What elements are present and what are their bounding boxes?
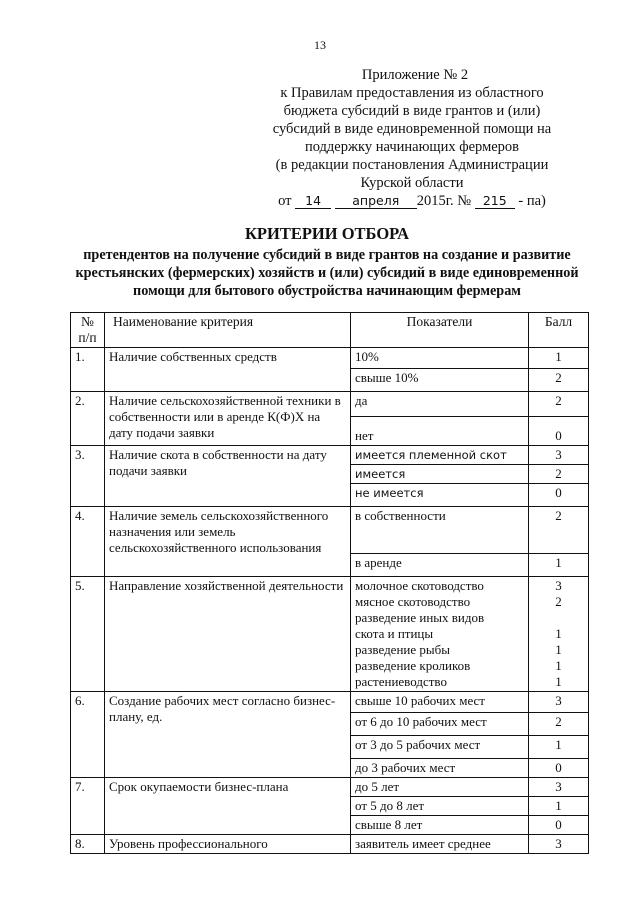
criterion-name: Создание рабочих мест согласно бизнес-плану, ед. bbox=[105, 692, 351, 778]
score-cell: 2 bbox=[529, 507, 589, 554]
table-row bbox=[71, 392, 589, 417]
indicator-cell: от 6 до 10 рабочих мест bbox=[351, 713, 529, 736]
indicator-line: молочное скотоводство bbox=[355, 578, 484, 593]
indicator-cell: в аренде bbox=[351, 554, 529, 577]
row-num: 8. bbox=[71, 835, 105, 854]
header-indicators: Показатели bbox=[351, 313, 529, 348]
indicator-cell: свыше 8 лет bbox=[351, 816, 529, 835]
table-header-row bbox=[71, 313, 589, 348]
criterion-name: Наличие скота в собственности на дату подачи заявки bbox=[105, 446, 351, 507]
indicator-line: растениеводство bbox=[355, 674, 447, 689]
criterion-name: Срок окупаемости бизнес-плана bbox=[105, 778, 351, 835]
score-cell: 1 bbox=[529, 348, 589, 369]
indicator-cell: нет bbox=[351, 417, 529, 446]
score-cell: 0 bbox=[529, 816, 589, 835]
score-cell: 0 bbox=[529, 484, 589, 507]
appendix-line: к Правилам предоставления из областного bbox=[280, 85, 544, 101]
header-score: Балл bbox=[529, 313, 589, 348]
score-line: 3 bbox=[555, 578, 562, 593]
date-year: 2015г. № bbox=[416, 193, 472, 209]
appendix-line: бюджета субсидий в виде грантов и (или) bbox=[283, 103, 541, 119]
indicator-cell: в собственности bbox=[351, 507, 529, 554]
criteria-heading bbox=[60, 224, 594, 300]
appendix-date-line bbox=[262, 192, 562, 210]
number-suffix: - па) bbox=[518, 193, 546, 209]
indicator-cell: свыше 10 рабочих мест bbox=[351, 692, 529, 713]
criterion-name: Наличие земель сельскохозяйственного назначения или земель сельскохозяйственного использования bbox=[105, 507, 351, 577]
criteria-title: КРИТЕРИИ ОТБОРА bbox=[244, 224, 410, 243]
appendix-line: субсидий в виде единовременной помощи на bbox=[272, 121, 552, 137]
table-row bbox=[71, 778, 589, 797]
score-line: 1 bbox=[555, 626, 562, 641]
indicator-cell: свыше 10% bbox=[351, 369, 529, 392]
score-line: 1 bbox=[555, 658, 562, 673]
score-line: 1 bbox=[555, 642, 562, 657]
date-day: 14 bbox=[295, 194, 331, 209]
score-cell: 0 bbox=[529, 759, 589, 778]
score-cell: 3 bbox=[529, 692, 589, 713]
table-row bbox=[71, 507, 589, 554]
score-cell: 1 bbox=[529, 797, 589, 816]
date-prefix: от bbox=[278, 193, 292, 209]
page-number: 13 bbox=[314, 38, 326, 52]
appendix-title: Приложение № 2 bbox=[361, 67, 469, 83]
indicator-cell: заявитель имеет среднее bbox=[351, 835, 529, 854]
score-cell: 1 bbox=[529, 554, 589, 577]
score-cell: 3 bbox=[529, 446, 589, 465]
criterion-name: Наличие собственных средств bbox=[105, 348, 351, 392]
row-num: 2. bbox=[71, 392, 105, 446]
score-list bbox=[529, 577, 589, 692]
score-cell: 2 bbox=[529, 465, 589, 484]
score-cell: 3 bbox=[529, 778, 589, 797]
indicator-cell: 10% bbox=[351, 348, 529, 369]
score-cell: 2 bbox=[529, 392, 589, 417]
criterion-name: Уровень профессионального bbox=[105, 835, 351, 854]
resolution-number: 215 bbox=[475, 194, 515, 209]
score-line: 2 bbox=[555, 594, 562, 609]
appendix-block bbox=[262, 66, 562, 210]
appendix-line: Курской области bbox=[360, 175, 464, 191]
criterion-name: Направление хозяйственной деятельности bbox=[105, 577, 351, 692]
table-row bbox=[71, 446, 589, 465]
table-row bbox=[71, 835, 589, 854]
score-cell: 1 bbox=[529, 736, 589, 759]
indicator-cell: от 5 до 8 лет bbox=[351, 797, 529, 816]
row-num: 1. bbox=[71, 348, 105, 392]
criteria-table bbox=[70, 312, 589, 854]
row-num: 3. bbox=[71, 446, 105, 507]
indicator-cell: да bbox=[351, 392, 529, 417]
score-line bbox=[533, 610, 584, 626]
indicator-list bbox=[351, 577, 529, 692]
score-line: 1 bbox=[555, 674, 562, 689]
row-num: 4. bbox=[71, 507, 105, 577]
table-row bbox=[71, 348, 589, 369]
indicator-cell: до 5 лет bbox=[351, 778, 529, 797]
indicator-line: разведение иных видов bbox=[355, 610, 485, 625]
row-num: 5. bbox=[71, 577, 105, 692]
score-cell: 2 bbox=[529, 369, 589, 392]
appendix-line: поддержку начинающих фермеров bbox=[304, 139, 520, 155]
header-num: № п/п bbox=[71, 313, 105, 348]
appendix-line: (в редакции постановления Администрации bbox=[275, 157, 549, 173]
date-month: апреля bbox=[335, 194, 417, 209]
indicator-line: скота и птицы bbox=[355, 626, 434, 641]
indicator-line: мясное скотоводство bbox=[355, 594, 471, 609]
score-cell: 0 bbox=[529, 417, 589, 446]
indicator-cell: имеется bbox=[351, 465, 529, 484]
row-num: 6. bbox=[71, 692, 105, 778]
indicator-cell: не имеется bbox=[351, 484, 529, 507]
indicator-cell: имеется племенной скот bbox=[351, 446, 529, 465]
header-name: Наименование критерия bbox=[105, 313, 351, 348]
score-cell: 3 bbox=[529, 835, 589, 854]
row-num: 7. bbox=[71, 778, 105, 835]
indicator-line: разведение кроликов bbox=[355, 658, 471, 673]
indicator-cell: от 3 до 5 рабочих мест bbox=[351, 736, 529, 759]
indicator-cell: до 3 рабочих мест bbox=[351, 759, 529, 778]
criteria-subtitle: претендентов на получение субсидий в виде грантов на создание и развитие крестьянских (фермерских) хозяйств и (или) субсидий в виде единовременной помощи для бытового обустройства начинающим фермерам bbox=[75, 247, 579, 299]
indicator-line: разведение рыбы bbox=[355, 642, 450, 657]
table-row bbox=[71, 692, 589, 713]
table-row bbox=[71, 577, 589, 692]
score-cell: 2 bbox=[529, 713, 589, 736]
criterion-name: Наличие сельскохозяйственной техники в собственности или в аренде К(Ф)Х на дату подачи заявки bbox=[105, 392, 351, 446]
